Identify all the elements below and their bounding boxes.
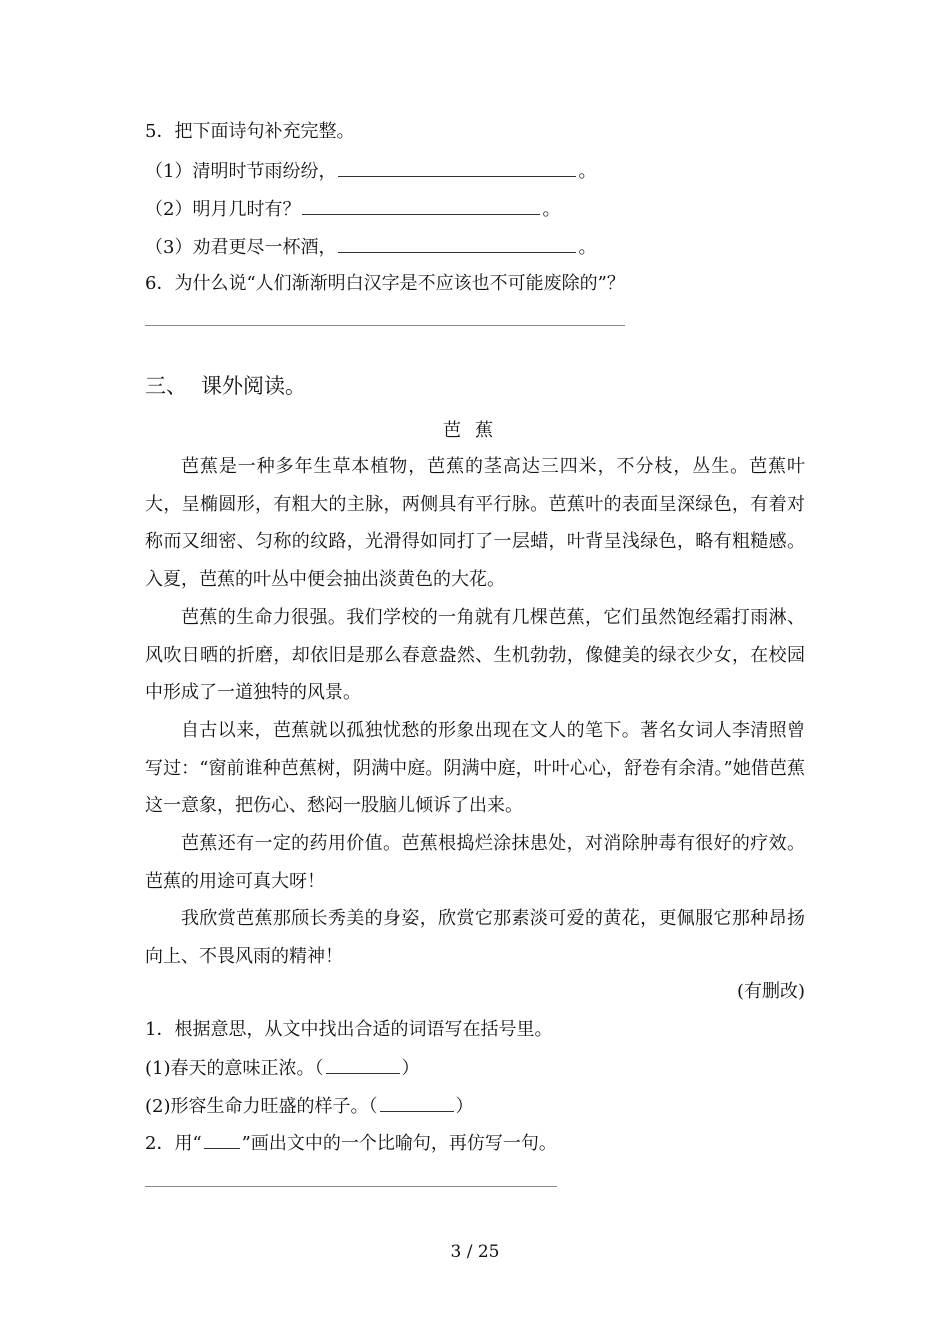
r1-item-1-suffix: ） <box>401 1058 420 1079</box>
r1-item-2-blank[interactable] <box>380 1093 454 1112</box>
article-title: 芭蕉 <box>443 420 507 441</box>
r2-title-before: 2．用“ <box>145 1133 202 1154</box>
q5-item-1 <box>145 158 596 182</box>
q6-title: 6．为什么说“人们渐渐明白汉字是不应该也不可能废除的”？ <box>145 273 625 294</box>
q5-title: 5．把下面诗句补充完整。 <box>145 121 355 142</box>
section-3-title: 课外阅读。 <box>201 374 306 398</box>
article-paragraph-5: 我欣赏芭蕉那颀长秀美的身姿，欣赏它那素淡可爱的黄花，更佩服它那种昂扬向上、不畏风雨的精神！ <box>145 908 805 967</box>
r1-item-2-suffix: ） <box>455 1096 474 1117</box>
q5-item-2-prefix: （2）明月几时有？ <box>145 199 301 220</box>
q5-item-1-suffix: 。 <box>578 161 597 182</box>
section-3-heading <box>145 372 306 400</box>
q5-item-1-blank[interactable] <box>338 158 576 177</box>
article-paragraph-3: 自古以来，芭蕉就以孤独忧愁的形象出现在文人的笔下。著名女词人李清照曾写过：“窗前谁种芭蕉树，阴满中庭。阴满中庭，叶叶心心，舒卷有余清。”她借芭蕉这一意象，把伤心、愁闷一股脑儿倾诉了出来。 <box>145 720 805 816</box>
r2-title-after: ”画出文中的一个比喻句，再仿写一句。 <box>241 1133 557 1154</box>
q5-item-3-prefix: （3）劝君更尽一杯酒， <box>145 237 337 258</box>
page-number: 3 / 25 <box>450 1242 500 1262</box>
edit-note: (有删改) <box>736 981 805 1002</box>
r1-item-2 <box>145 1093 474 1117</box>
r2-underline-sample <box>204 1130 240 1149</box>
q5-item-3-blank[interactable] <box>338 234 576 253</box>
section-3-number: 三、 <box>145 374 187 398</box>
r1-item-1-prefix: (1)春天的意味正浓。（ <box>145 1058 324 1079</box>
article-paragraph-4: 芭蕉还有一定的药用价值。芭蕉根捣烂涂抹患处，对消除肿毒有很好的疗效。芭蕉的用途可真大呀！ <box>145 833 805 892</box>
q5-item-3 <box>145 234 596 258</box>
r1-item-1-blank[interactable] <box>326 1055 400 1074</box>
r1-title: 1．根据意思，从文中找出合适的词语写在括号里。 <box>145 1019 553 1040</box>
q5-item-3-suffix: 。 <box>578 237 597 258</box>
r1-item-2-prefix: (2)形容生命力旺盛的样子。（ <box>145 1096 378 1117</box>
q5-item-2-blank[interactable] <box>302 196 540 215</box>
q5-item-2 <box>145 196 560 220</box>
article-paragraph-1: 芭蕉是一种多年生草本植物，芭蕉的茎高达三四米，不分枝，丛生。芭蕉叶大，呈椭圆形，有粗大的主脉，两侧具有平行脉。芭蕉叶的表面呈深绿色，有着对称而又细密、匀称的纹路，光滑得如同打了一层蜡，叶背呈浅绿色，略有粗糙感。入夏，芭蕉的叶丛中便会抽出淡黄色的大花。 <box>145 456 805 590</box>
r1-item-1 <box>145 1055 420 1079</box>
q6-answer-line[interactable] <box>145 325 625 326</box>
article-paragraph-2: 芭蕉的生命力很强。我们学校的一角就有几棵芭蕉，它们虽然饱经霜打雨淋、风吹日晒的折磨，却依旧是那么春意盎然、生机勃勃，像健美的绿衣少女，在校园中形成了一道独特的风景。 <box>145 607 805 703</box>
q5-item-2-suffix: 。 <box>542 199 561 220</box>
r2-answer-line[interactable] <box>145 1186 557 1187</box>
q5-item-1-prefix: （1）清明时节雨纷纷， <box>145 161 337 182</box>
r2-title <box>145 1130 557 1154</box>
